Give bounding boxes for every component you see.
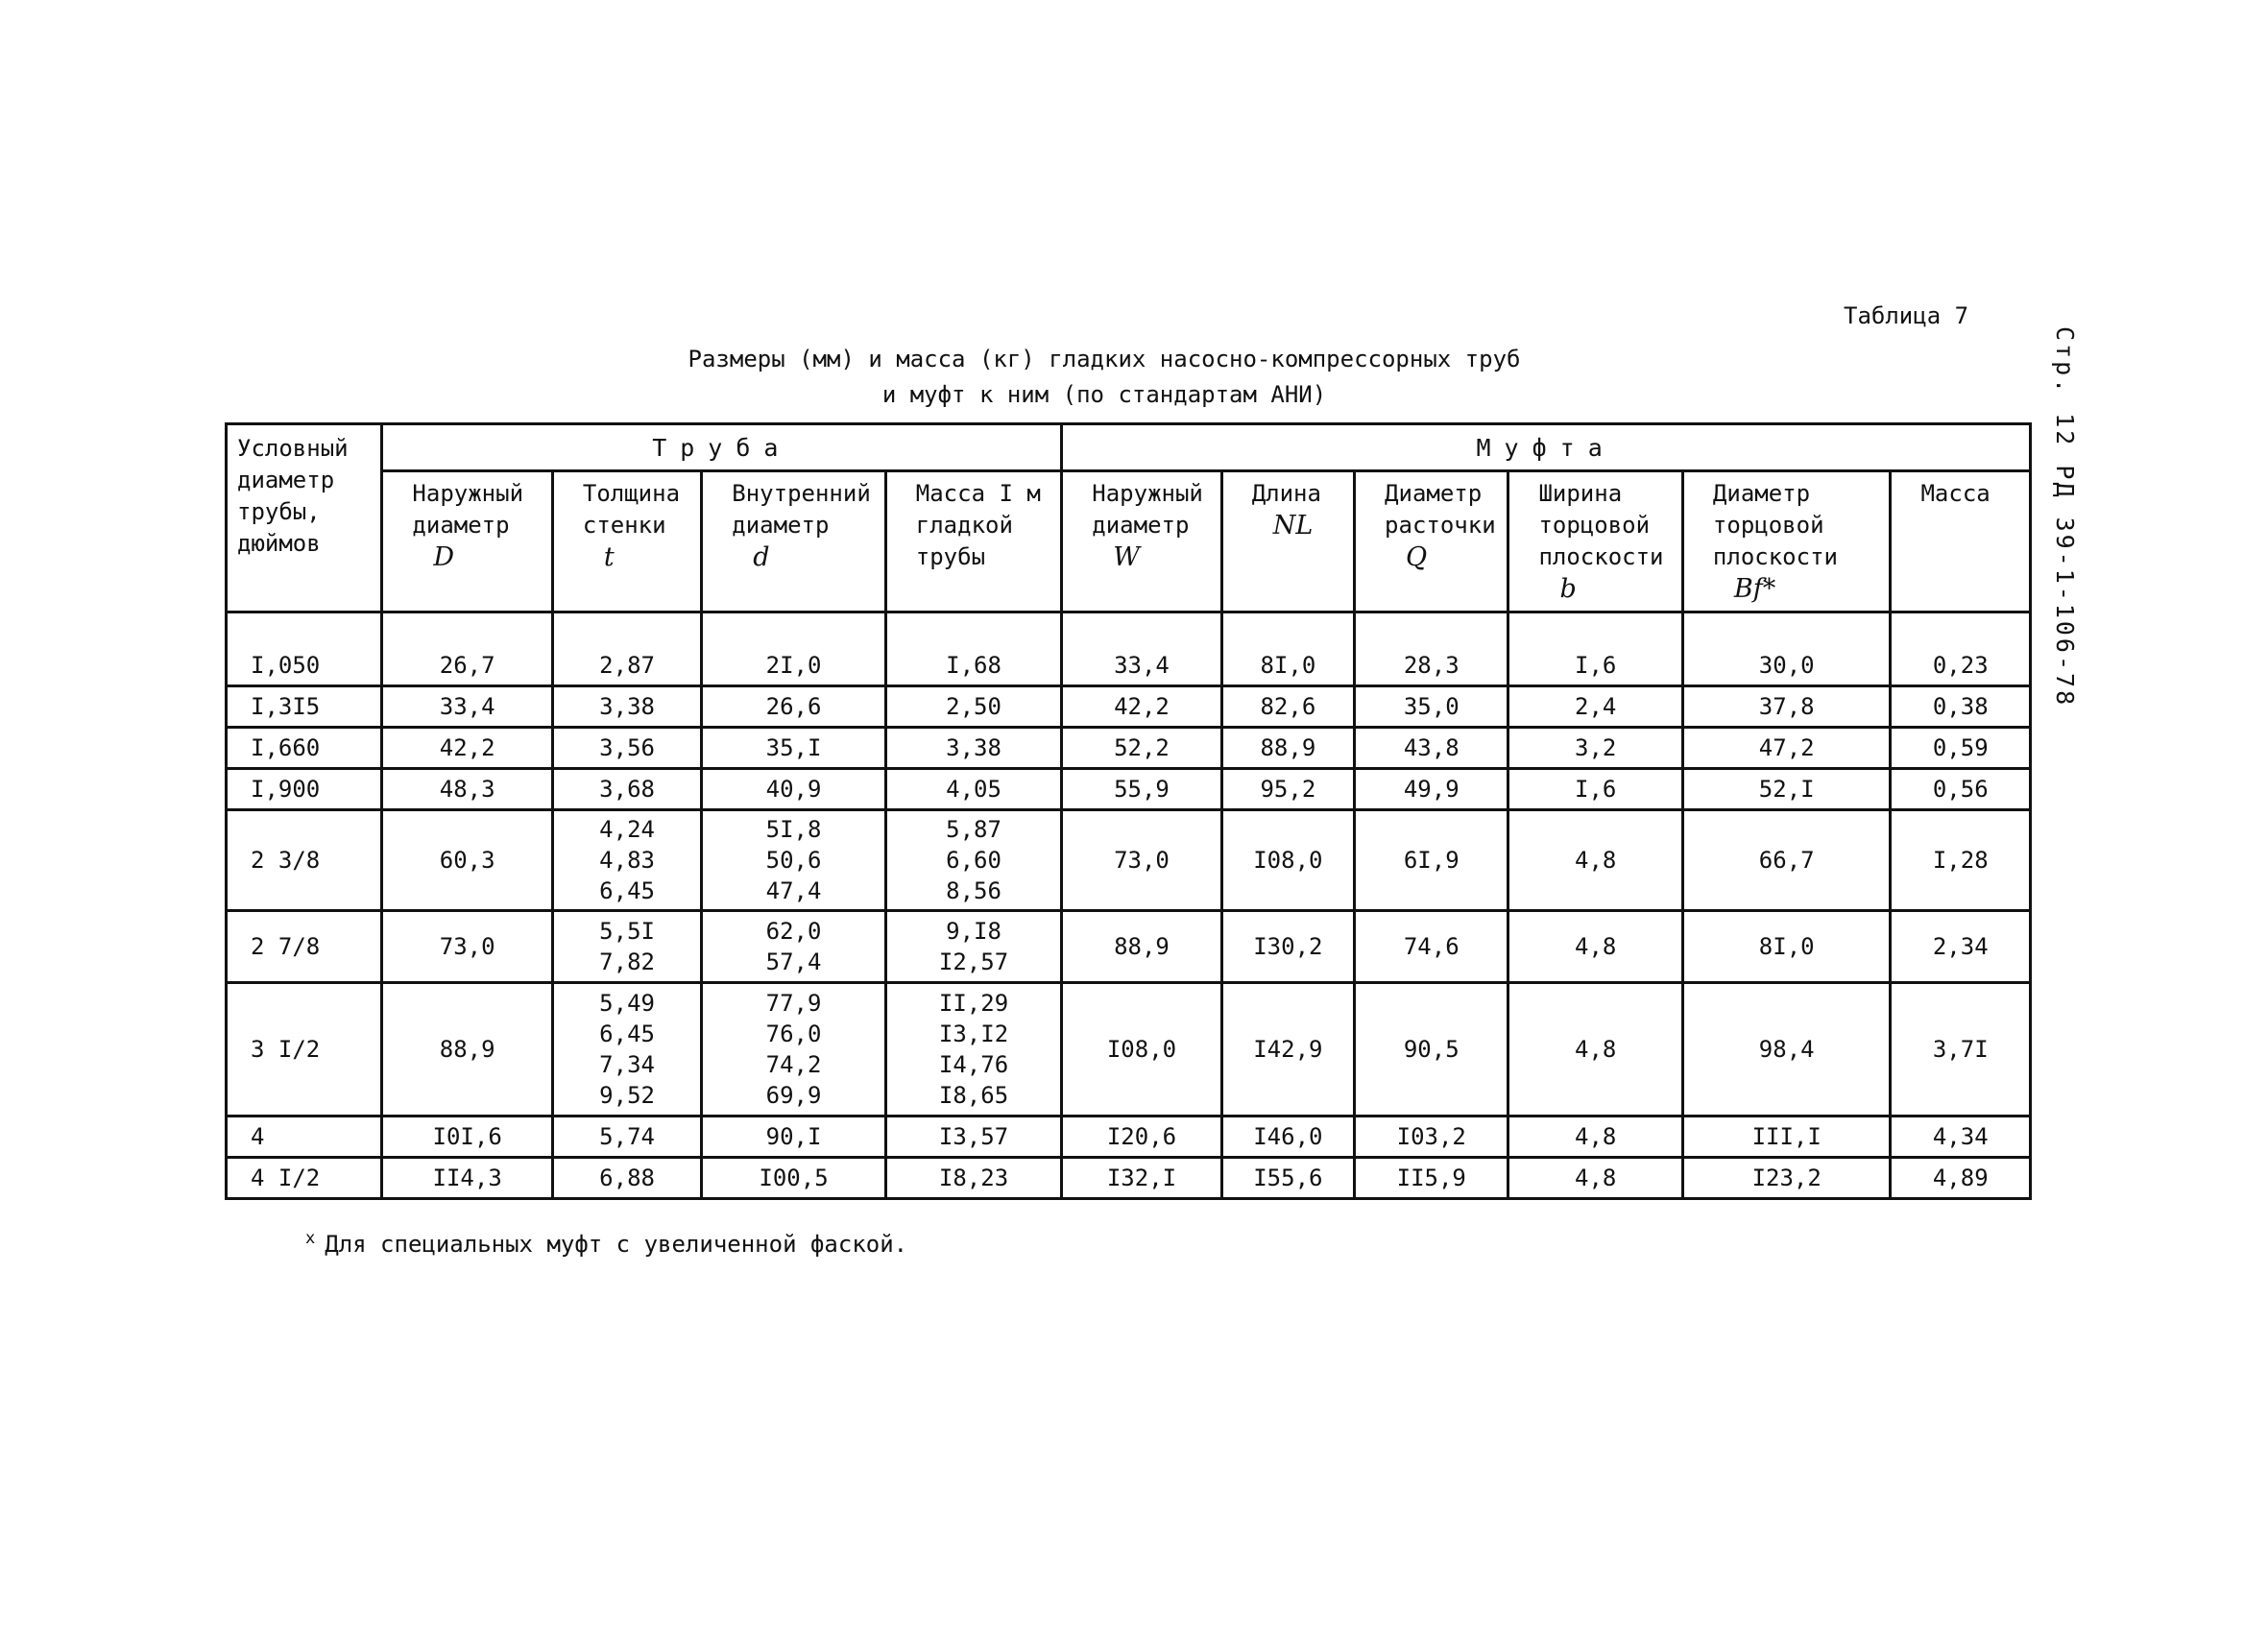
- cell-bearing-face-diameter: 30,0: [1682, 612, 1891, 686]
- header-coupling-outer-diameter: Наружный диаметр W: [1062, 471, 1221, 612]
- table-body: [227, 612, 2031, 1199]
- cell-bore-diameter: 90,5: [1355, 983, 1508, 1117]
- cell-coupling-outer-diameter: 42,2: [1062, 686, 1221, 728]
- header-group-coupling: Муфта: [1062, 424, 2031, 471]
- footnote-mark: x: [305, 1229, 316, 1248]
- cell-pipe-outer-diameter: I0I,6: [382, 1117, 552, 1158]
- table-row: [227, 1117, 2031, 1158]
- cell-nominal-diameter: 4: [227, 1117, 382, 1158]
- cell-coupling-mass: 0,23: [1891, 612, 2031, 686]
- cell-inner-diameter: 62,0 57,4: [702, 911, 886, 983]
- cell-coupling-outer-diameter: 33,4: [1062, 612, 1221, 686]
- cell-pipe-outer-diameter: 60,3: [382, 810, 552, 911]
- cell-bore-diameter: 49,9: [1355, 769, 1508, 810]
- cell-coupling-outer-diameter: I20,6: [1062, 1117, 1221, 1158]
- cell-coupling-outer-diameter: 52,2: [1062, 728, 1221, 769]
- cell-coupling-length: I46,0: [1221, 1117, 1354, 1158]
- table-row: [227, 612, 2031, 686]
- cell-bearing-face-diameter: 47,2: [1682, 728, 1891, 769]
- cell-coupling-mass: 0,38: [1891, 686, 2031, 728]
- cell-coupling-outer-diameter: 88,9: [1062, 911, 1221, 983]
- header-nominal-diameter: Условный диаметр трубы, дюймов: [227, 424, 382, 612]
- cell-bearing-face-width: 3,2: [1508, 728, 1682, 769]
- cell-pipe-mass: I,68: [885, 612, 1061, 686]
- table-row: [227, 728, 2031, 769]
- cell-inner-diameter: 2I,0: [702, 612, 886, 686]
- header-bore-diameter: Диаметр расточки Q: [1355, 471, 1508, 612]
- cell-wall-thickness: 3,56: [552, 728, 701, 769]
- cell-coupling-outer-diameter: I08,0: [1062, 983, 1221, 1117]
- cell-coupling-length: 8I,0: [1221, 612, 1354, 686]
- table-row: [227, 1158, 2031, 1199]
- cell-inner-diameter: 40,9: [702, 769, 886, 810]
- cell-bearing-face-width: 4,8: [1508, 911, 1682, 983]
- cell-pipe-mass: II,29 I3,I2 I4,76 I8,65: [885, 983, 1061, 1117]
- cell-pipe-outer-diameter: 26,7: [382, 612, 552, 686]
- cell-bearing-face-diameter: 98,4: [1682, 983, 1891, 1117]
- cell-coupling-length: 88,9: [1221, 728, 1354, 769]
- cell-coupling-mass: I,28: [1891, 810, 2031, 911]
- cell-nominal-diameter: 4 I/2: [227, 1158, 382, 1199]
- header-coupling-mass: Масса: [1891, 471, 2031, 612]
- cell-pipe-mass: 9,I8 I2,57: [885, 911, 1061, 983]
- cell-coupling-mass: 0,56: [1891, 769, 2031, 810]
- table-caption: [538, 342, 1671, 413]
- cell-nominal-diameter: I,900: [227, 769, 382, 810]
- cell-pipe-mass: 4,05: [885, 769, 1061, 810]
- cell-nominal-diameter: 3 I/2: [227, 983, 382, 1117]
- caption-line-1: Размеры (мм) и масса (кг) гладких насосно-компрессорных труб: [688, 346, 1521, 372]
- cell-pipe-outer-diameter: 33,4: [382, 686, 552, 728]
- cell-pipe-mass: 2,50: [885, 686, 1061, 728]
- cell-wall-thickness: 5,49 6,45 7,34 9,52: [552, 983, 701, 1117]
- cell-inner-diameter: 77,9 76,0 74,2 69,9: [702, 983, 886, 1117]
- cell-bearing-face-diameter: 66,7: [1682, 810, 1891, 911]
- cell-bearing-face-diameter: I23,2: [1682, 1158, 1891, 1199]
- cell-bearing-face-width: I,6: [1508, 612, 1682, 686]
- cell-pipe-outer-diameter: 48,3: [382, 769, 552, 810]
- cell-nominal-diameter: I,3I5: [227, 686, 382, 728]
- cell-bore-diameter: 28,3: [1355, 612, 1508, 686]
- cell-coupling-outer-diameter: 55,9: [1062, 769, 1221, 810]
- page-reference: Стр. 12 РД 39-1-106-78: [2051, 326, 2079, 708]
- cell-bearing-face-width: 4,8: [1508, 1117, 1682, 1158]
- cell-wall-thickness: 2,87: [552, 612, 701, 686]
- caption-line-2: и муфт к ним (по стандартам АНИ): [881, 381, 1327, 408]
- cell-bearing-face-diameter: 37,8: [1682, 686, 1891, 728]
- cell-coupling-mass: 3,7I: [1891, 983, 2031, 1117]
- footnote-text: Для специальных муфт с увеличенной фаской.: [325, 1231, 908, 1258]
- cell-wall-thickness: 5,74: [552, 1117, 701, 1158]
- cell-pipe-mass: 5,87 6,60 8,56: [885, 810, 1061, 911]
- cell-bearing-face-width: 4,8: [1508, 1158, 1682, 1199]
- cell-nominal-diameter: I,660: [227, 728, 382, 769]
- header-pipe-mass: Масса I м гладкой трубы: [885, 471, 1061, 612]
- cell-pipe-outer-diameter: II4,3: [382, 1158, 552, 1199]
- cell-wall-thickness: 6,88: [552, 1158, 701, 1199]
- cell-nominal-diameter: 2 3/8: [227, 810, 382, 911]
- cell-bearing-face-diameter: 8I,0: [1682, 911, 1891, 983]
- cell-coupling-mass: 4,89: [1891, 1158, 2031, 1199]
- cell-inner-diameter: 90,I: [702, 1117, 886, 1158]
- cell-coupling-mass: 4,34: [1891, 1117, 2031, 1158]
- cell-coupling-length: I08,0: [1221, 810, 1354, 911]
- table-row: [227, 983, 2031, 1117]
- cell-pipe-mass: I3,57: [885, 1117, 1061, 1158]
- header-group-pipe: Труба: [382, 424, 1062, 471]
- cell-bore-diameter: 35,0: [1355, 686, 1508, 728]
- header-bearing-face-width: Ширина торцовой плоскости b: [1508, 471, 1682, 612]
- cell-bearing-face-diameter: 52,I: [1682, 769, 1891, 810]
- cell-bearing-face-width: 4,8: [1508, 810, 1682, 911]
- cell-bearing-face-width: 2,4: [1508, 686, 1682, 728]
- cell-coupling-mass: 2,34: [1891, 911, 2031, 983]
- cell-bearing-face-width: 4,8: [1508, 983, 1682, 1117]
- cell-inner-diameter: 5I,8 50,6 47,4: [702, 810, 886, 911]
- cell-wall-thickness: 4,24 4,83 6,45: [552, 810, 701, 911]
- cell-coupling-outer-diameter: 73,0: [1062, 810, 1221, 911]
- cell-coupling-length: 82,6: [1221, 686, 1354, 728]
- cell-bearing-face-width: I,6: [1508, 769, 1682, 810]
- dimensions-table: [225, 422, 2032, 1200]
- cell-bore-diameter: 6I,9: [1355, 810, 1508, 911]
- cell-coupling-length: I55,6: [1221, 1158, 1354, 1199]
- cell-coupling-length: 95,2: [1221, 769, 1354, 810]
- header-inner-diameter: Внутренний диаметр d: [702, 471, 886, 612]
- table-row: [227, 769, 2031, 810]
- cell-bore-diameter: 74,6: [1355, 911, 1508, 983]
- cell-coupling-outer-diameter: I32,I: [1062, 1158, 1221, 1199]
- footnote: [305, 1229, 907, 1258]
- cell-pipe-mass: 3,38: [885, 728, 1061, 769]
- cell-inner-diameter: 26,6: [702, 686, 886, 728]
- cell-inner-diameter: 35,I: [702, 728, 886, 769]
- cell-bore-diameter: 43,8: [1355, 728, 1508, 769]
- table-row: [227, 911, 2031, 983]
- cell-pipe-outer-diameter: 88,9: [382, 983, 552, 1117]
- header-coupling-length: Длина NL: [1221, 471, 1354, 612]
- cell-nominal-diameter: I,050: [227, 612, 382, 686]
- cell-pipe-outer-diameter: 73,0: [382, 911, 552, 983]
- cell-coupling-length: I30,2: [1221, 911, 1354, 983]
- cell-nominal-diameter: 2 7/8: [227, 911, 382, 983]
- cell-bore-diameter: II5,9: [1355, 1158, 1508, 1199]
- header-bearing-face-diameter: Диаметр торцовой плоскости Bf*: [1682, 471, 1891, 612]
- table-row: [227, 686, 2031, 728]
- cell-pipe-mass: I8,23: [885, 1158, 1061, 1199]
- cell-wall-thickness: 3,38: [552, 686, 701, 728]
- cell-wall-thickness: 5,5I 7,82: [552, 911, 701, 983]
- cell-bearing-face-diameter: III,I: [1682, 1117, 1891, 1158]
- header-wall-thickness: Толщина стенки t: [552, 471, 701, 612]
- cell-inner-diameter: I00,5: [702, 1158, 886, 1199]
- cell-coupling-mass: 0,59: [1891, 728, 2031, 769]
- cell-pipe-outer-diameter: 42,2: [382, 728, 552, 769]
- cell-coupling-length: I42,9: [1221, 983, 1354, 1117]
- header-pipe-outer-diameter: Наружный диаметр D: [382, 471, 552, 612]
- table-row: [227, 810, 2031, 911]
- table-number: Таблица 7: [1844, 302, 1969, 329]
- cell-wall-thickness: 3,68: [552, 769, 701, 810]
- cell-bore-diameter: I03,2: [1355, 1117, 1508, 1158]
